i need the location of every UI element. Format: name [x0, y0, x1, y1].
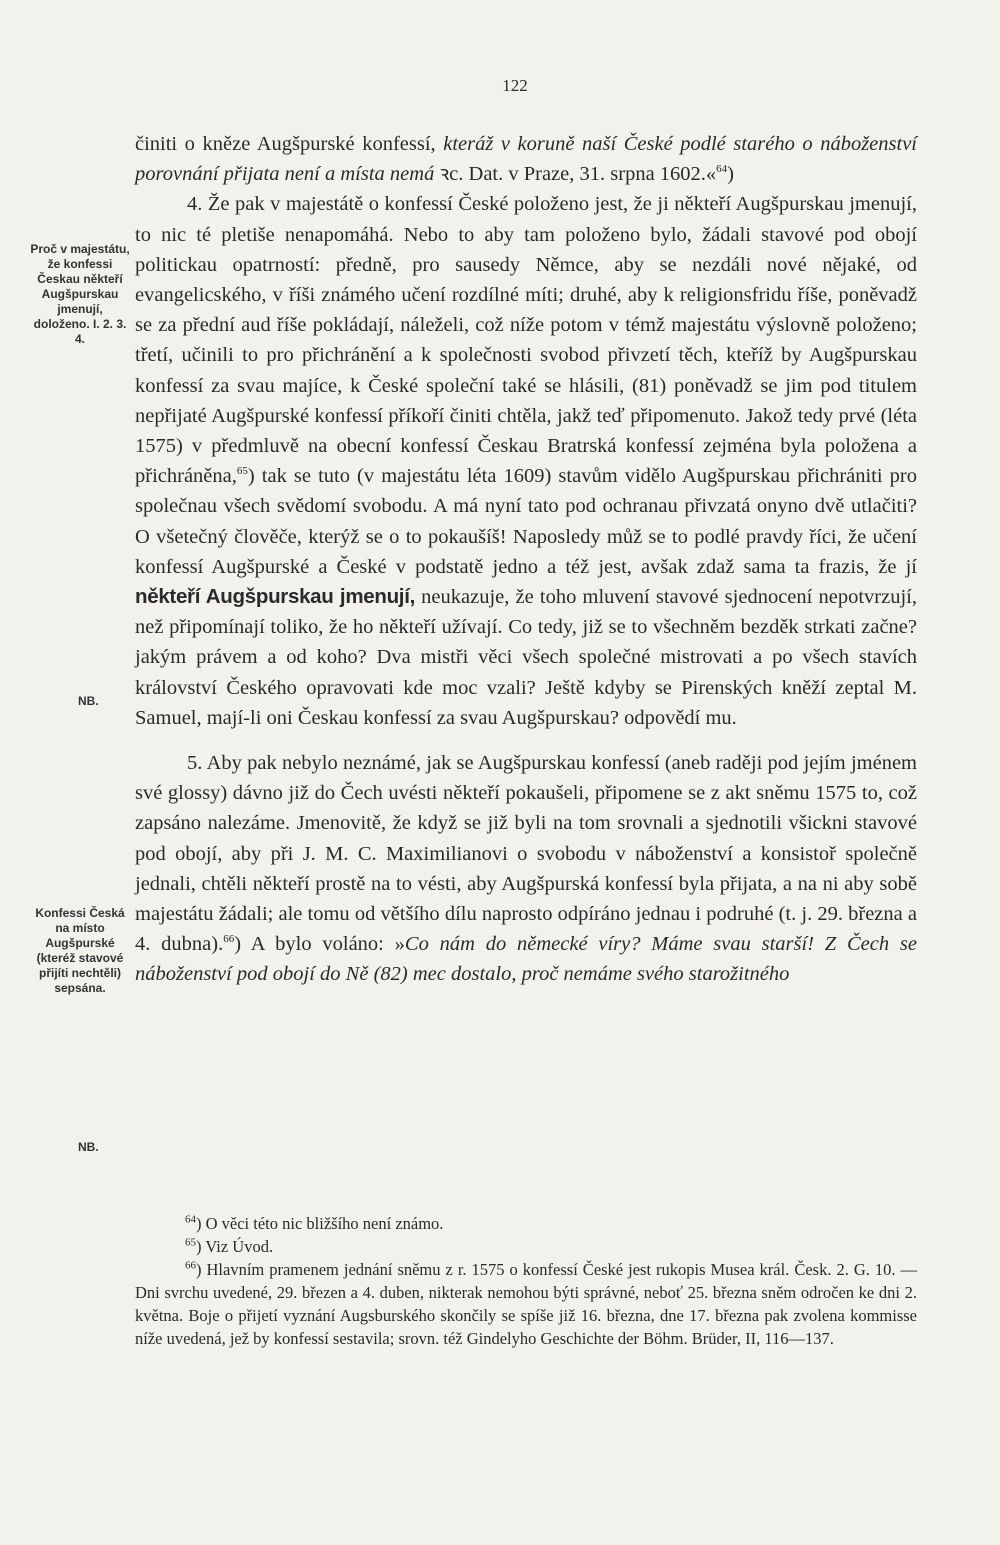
paragraph-3 — [135, 748, 917, 990]
footnote-ref-64: 64 — [716, 163, 728, 176]
text-segment: ) tak se tuto (v majestátu léta 1609) stavům vidělo Augšpurskau přichrániti pro společnau všech svědomí svobodu. A má nyní tato pod ochranau přivzatá onyno dvě utlačiti? O všetečný člověče, kterýž se o to pokaušíš! Naposledy můž se to podlé pravdy říci, že učení konfessí Augšpurské a České v podstatě jedno a též jest, avšak zdaž sama ta frazis, že jí — [135, 465, 917, 578]
footnote-64 — [135, 1212, 917, 1235]
footnote-text: ) Viz Úvod. — [196, 1237, 274, 1256]
bold-emphasis: někteří Augšpurskau jmenují, — [135, 585, 415, 609]
footnote-66 — [135, 1258, 917, 1350]
footnote-ref-66: 66 — [223, 933, 235, 946]
text-segment: činiti o kněze Augšpurské konfessí, — [135, 133, 444, 155]
footnote-text: ) O věci této nic bližšího není známo. — [196, 1214, 444, 1233]
margin-note-nb-1: NB. — [78, 694, 99, 708]
footnote-65 — [135, 1235, 917, 1258]
italic-quote: kteráž v koruně naší České podlé starého o náboženství porovnání přijata není a místa nemá — [135, 133, 917, 186]
footnote-mark: 66 — [185, 1259, 196, 1272]
footnote-ref-65: 65 — [236, 465, 248, 478]
footnote-mark: 65 — [185, 1236, 196, 1249]
text-segment: ꝛc. Dat. v Praze, 31. srpna 1602.« — [434, 163, 717, 186]
footnotes — [135, 1212, 917, 1350]
text-segment: 4. Že pak v majestátě o konfessí České položeno jest, že ji někteří Augšpurskau jmenují, to nic té pletiše nenapomáhá. Nebo to aby tam položeno bylo, žádali stavové pod obojí politickau opatrností: předně, pro sausedy Němce, aby se nezdáli nové nějaké, od evangelicského, v říši známého učení rozdílné míti; druhé, aby k religionsfridu říše, poněvadž se za přední aud říše pokládají, náleželi, což níže potom v témž majestátu výslovně položeno; třetí, učinili to pro přichránění a k společnosti svobod přivzetí těch, kteříž by Augšpurskau konfessí za svau majíce, k České společní také se hlásili, (81) poněvadž se jim pod titulem nepřijaté Augšpurské konfessí příkoří činiti chtěla, jakž teď připomenuto. Jakož tedy prvé (léta 1575) v předmluvě na obecní konfessí Českau Bratrská konfessí zejména byla položena a přichráněna, — [135, 193, 917, 488]
margin-note-konfessi-ceska: Konfessi Česká na místo Augšpurské (kteréž stavové přijíti nechtěli) sepsána. — [35, 906, 125, 995]
paragraph-2 — [135, 189, 917, 733]
page-number: 122 — [502, 76, 528, 95]
italic-quote: Co nám do německé víry? Máme svau starší! Z Čech se náboženství pod obojí do Ně (82) mec dostalo, proč nemáme svého starožitného — [135, 933, 917, 986]
text-segment: neukazuje, že toho mluvení stavové sjednocení nepotvrzují, než připomínají toliko, že ho někteří užívají. Co tedy, již se to všechněm bezděk strkati začne? jakým právem a od koho? Dva mistři věci všech společné mistrovati a po všech stavích království Českého opravovati kde moc vzali? Ještě kdyby se Pirenských kněží zeptal M. Samuel, mají-li oni Českau konfessí za svau Augšpurskau? odpovědí mu. — [135, 586, 917, 729]
text-segment: ) A bylo voláno: » — [234, 933, 405, 956]
paragraph-1 — [135, 129, 917, 189]
footnote-text: ) Hlavním pramenem jednání sněmu z r. 1575 o konfessí České jest rukopis Musea král. Česk. 2. G. 10. — Dni svrchu uvedené, 29. březen a 4. duben, nikterak nemohou býti správné, neboť 25. března sněm odročen ke dni 2. května. Boje o přijetí vyznání Augsburského skončily se spíše již 16. března, dne 17. března pak zvolena kommisse níže uvedená, jež by konfessí sestavila; srovn. též Gindelyho Geschichte der Böhm. Brüder, II, 116—137. — [135, 1260, 917, 1348]
main-text — [135, 129, 917, 990]
text-segment: 5. Aby pak nebylo neznámé, jak se Augšpurskau konfessí (aneb raději pod jejím jménem své glossy) dávno již do Čech uvésti někteří pokaušeli, připomene se z akt sněmu 1575 to, což zapsáno nalezáme. Jmenovitě, že když se již byli na tom srovnali a sjednotili všickni stavové pod obojí, aby při J. M. C. Maximilianovi o svobodu v náboženství a konsistoř společně jednali, chtěli někteří prostě na to vésti, aby Augšpurská konfessí byla přijata, a na ni aby sobě majestátu žádali; ale tomu od většího dílu naprosto odpíráno jednau i podruhé (t. j. 29. března a 4. dubna). — [135, 752, 917, 956]
margin-note-majestat: Proč v majestátu, že konfessi Českau někteří Augšpurskau jmenují, doloženo. I. 2. 3. 4. — [30, 242, 130, 346]
margin-note-nb-2: NB. — [78, 1140, 99, 1154]
footnote-mark: 64 — [185, 1213, 196, 1226]
text-segment: ) — [727, 163, 734, 186]
